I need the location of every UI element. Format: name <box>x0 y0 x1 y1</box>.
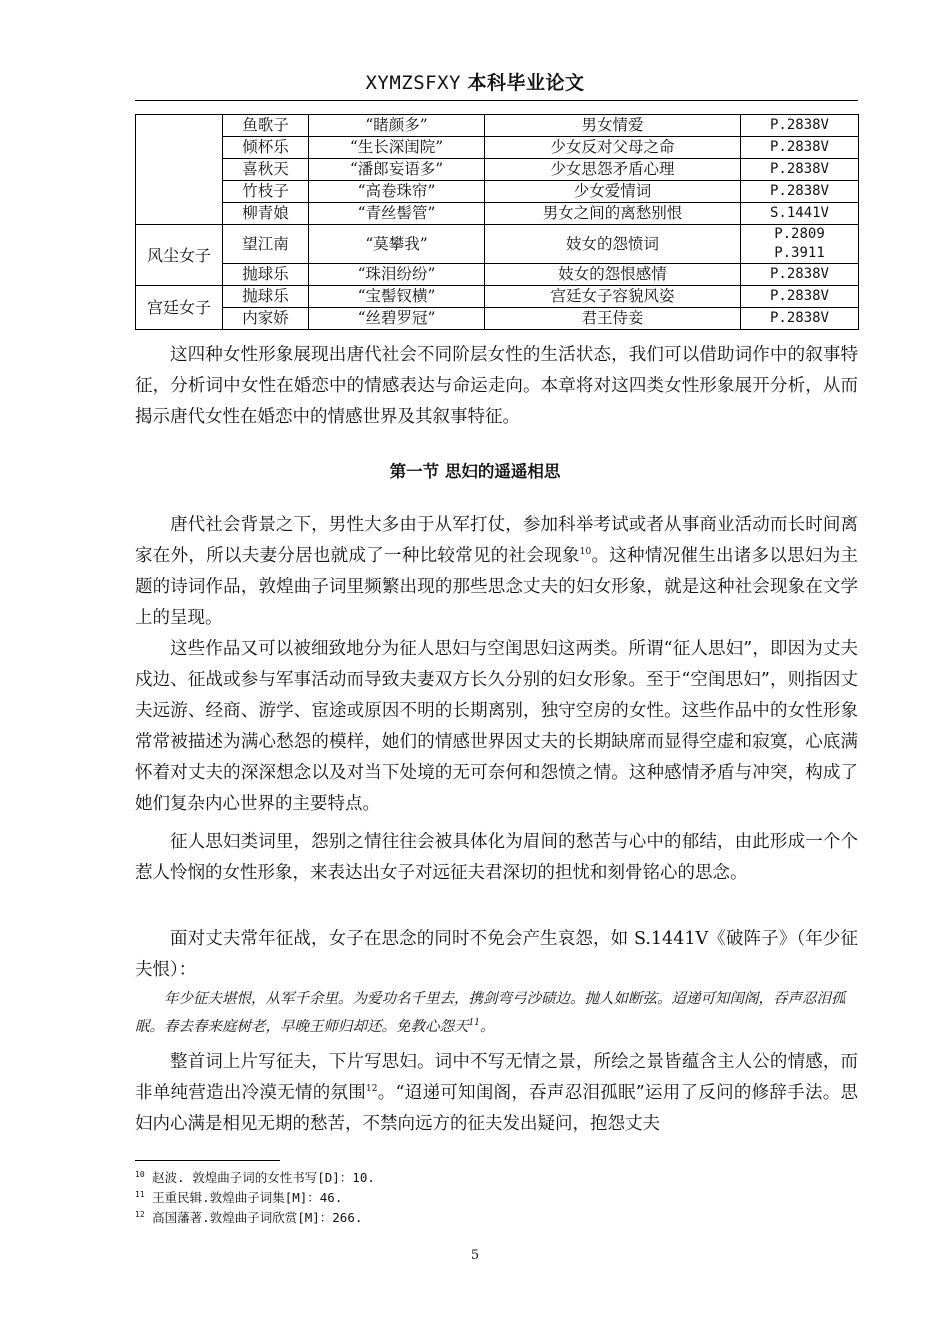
paragraph-categories: 这些作品又可以被细致地分为征人思妇与空闺思妇这两类。所谓“征人思妇”，即因为丈夫戍边、征战或参与军事活动而导致夫妻双方长久分别的妇女形象。至于“空闺思妇”，则指因丈夫远游、经商、游学、宦途或原因不明的长期离别，独守空房的女性。这些作品中的女性形象常常被描述为满心愁怨的模样，她们的情感世界因丈夫的长期缺席而显得空虚和寂寞，心底满怀着对丈夫的深深想念以及对当下处境的无可奈何和怨愤之情。这种感情矛盾与冲突，构成了她们复杂内心世界的主要特点。 <box>135 639 858 814</box>
paragraph-intro: 这四种女性形象展现出唐代社会不同阶层女性的生活状态，我们可以借助词作中的叙事特征，分析词中女性在婚恋中的情感表达与命运走向。本章将对这四类女性形象展开分析，从而揭示唐代女性在婚恋中的情感世界及其叙事特征。 <box>135 345 858 427</box>
footnote <box>135 1168 858 1188</box>
first-line-cell: “睹颜多” <box>309 115 485 137</box>
table-row <box>136 225 859 264</box>
table-row <box>136 203 859 225</box>
tune-cell: 竹枝子 <box>223 181 309 203</box>
tune-cell: 柳青娘 <box>223 203 309 225</box>
first-line-cell: “丝碧罗冠” <box>309 308 485 330</box>
table-row <box>136 159 859 181</box>
paragraph-text: 唐代社会背景之下，男性大多由于从军打仗，参加科举考试或者从事商业活动而长时间离家在外，所以夫妻分居也就成了一种比较常见的社会现象 <box>135 515 858 566</box>
poem-quote <box>135 985 858 1041</box>
manuscript-cell <box>741 225 859 264</box>
category-cell: 风尘女子 <box>136 225 223 286</box>
category-cell <box>136 115 223 225</box>
theme-cell: 君王侍妾 <box>485 308 741 330</box>
paragraph-soldier-wives: 征人思妇类词里，怨别之情往往会被具体化为眉间的愁苦与心中的郁结，由此形成一个个惹人怜悯的女性形象，来表达出女子对远征夫君深切的担忧和刻骨铭心的思念。 <box>135 832 858 883</box>
tune-cell: 鱼歌子 <box>223 115 309 137</box>
manuscript-cell: P.2838V <box>741 264 859 286</box>
page-number: 5 <box>470 1248 480 1263</box>
theme-cell: 妓女的怨恨感情 <box>485 264 741 286</box>
table-row <box>136 137 859 159</box>
running-header <box>0 68 950 95</box>
manuscript-cell: P.2838V <box>741 286 859 308</box>
theme-cell: 妓女的怨愤词 <box>485 225 741 264</box>
poem-text: 。 <box>479 1019 495 1035</box>
tune-cell: 喜秋天 <box>223 159 309 181</box>
footnote <box>135 1208 858 1228</box>
footnote-number: 10 <box>135 1169 145 1179</box>
paragraph-text: 。这种情况催生出诸多以思妇为主题的诗词作品，敦煌曲子词里频繁出现的那些思念丈夫的妇女形象，就是这种社会现象在文学上的呈现。 <box>135 546 859 628</box>
footnote-number: 11 <box>135 1189 145 1199</box>
header-title: 本科毕业论文 <box>467 72 585 94</box>
footnote-text: 王重民辑.敦煌曲子词集[M]：46. <box>144 1190 343 1205</box>
manuscript-cell: S.1441V <box>741 203 859 225</box>
manuscript-cell: P.2838V <box>741 159 859 181</box>
first-line-cell: “生长深闺院” <box>309 137 485 159</box>
manuscript-cell: P.2838V <box>741 115 859 137</box>
manuscript-cell: P.2838V <box>741 308 859 330</box>
section-title: 第一节 思妇的遥遥相思 <box>389 462 561 481</box>
paragraph-example-intro: 面对丈夫常年征战，女子在思念的同时不免会产生哀怨，如 S.1441V《破阵子》（年少征夫恨）： <box>135 929 858 980</box>
first-line-cell: “高卷珠帘” <box>309 181 485 203</box>
theme-cell: 男女情爱 <box>485 115 741 137</box>
manuscript-cell: P.2838V <box>741 137 859 159</box>
footnote <box>135 1188 858 1208</box>
paragraph-analysis <box>135 1047 858 1140</box>
category-cell: 宫廷女子 <box>136 286 223 330</box>
manuscript-id: P.2809 <box>774 226 825 242</box>
tune-cell: 内家娇 <box>223 308 309 330</box>
poem-text: 年少征夫堪恨，从军千余里。为爱功名千里去，携剑弯弓沙碛边。抛人如断弦。迢递可知闺阁，吞声忍泪孤眠。春去春来庭树老，早晚王师归却还。免教心怨天 <box>135 991 846 1035</box>
first-line-cell: “潘郎妄语多” <box>309 159 485 181</box>
first-line-cell: “宝髻钗横” <box>309 286 485 308</box>
tune-cell: 望江南 <box>223 225 309 264</box>
footnote-text: 赵波. 敦煌曲子词的女性书写[D]：10. <box>144 1170 375 1185</box>
paragraph-background <box>135 510 858 634</box>
footnote-ref: 10 <box>579 547 592 558</box>
table-row <box>136 286 859 308</box>
manuscript-id: P.3911 <box>774 245 825 261</box>
header-rule <box>135 100 858 101</box>
first-line-cell: “莫攀我” <box>309 225 485 264</box>
table-row <box>136 264 859 286</box>
theme-cell: 宫廷女子容貌风姿 <box>485 286 741 308</box>
first-line-cell: “珠泪纷纷” <box>309 264 485 286</box>
tune-cell: 抛球乐 <box>223 264 309 286</box>
songs-table <box>135 114 859 330</box>
header-code: XYMZSFXY <box>365 72 461 94</box>
theme-cell: 少女反对父母之命 <box>485 137 741 159</box>
table-row <box>136 181 859 203</box>
footnote-ref: 11 <box>468 1018 480 1029</box>
footnote-number: 12 <box>135 1209 145 1219</box>
table-row <box>136 308 859 330</box>
footnotes <box>135 1168 858 1228</box>
theme-cell: 少女爱情词 <box>485 181 741 203</box>
footnote-text: 高国藩著.敦煌曲子词欣赏[M]：266. <box>144 1210 363 1225</box>
first-line-cell: “青丝髻管” <box>309 203 485 225</box>
paragraph-text: 整首词上片写征夫，下片写思妇。词中不写无情之景，所绘之景皆蕴含主人公的情感，而非单纯营造出冷漠无情的氛围 <box>135 1052 858 1103</box>
tune-cell: 倾杯乐 <box>223 137 309 159</box>
footnote-rule <box>135 1160 280 1161</box>
table-row <box>136 115 859 137</box>
manuscript-cell: P.2838V <box>741 181 859 203</box>
tune-cell: 抛球乐 <box>223 286 309 308</box>
paragraph-text: 。“迢递可知闺阁，吞声忍泪孤眠”运用了反问的修辞手法。思妇内心满是相见无期的愁苦，不禁向远方的征夫发出疑问，抱怨丈夫 <box>135 1083 858 1134</box>
theme-cell: 男女之间的离愁别恨 <box>485 203 741 225</box>
theme-cell: 少女思怨矛盾心理 <box>485 159 741 181</box>
footnote-ref: 12 <box>366 1084 378 1095</box>
